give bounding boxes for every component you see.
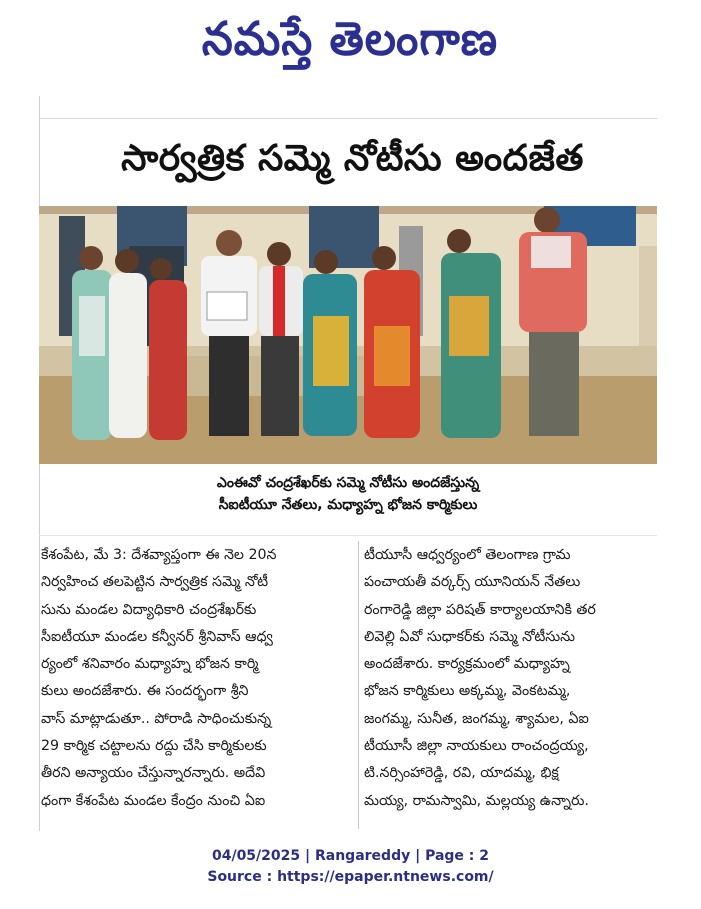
text-line: 29 కార్మిక చట్టాలను రద్దు చేసి కార్మికులకు [41,738,267,755]
caption-line-2: సీఐటీయూ నేతలు, మధ్యాహ్న భోజన కార్మికులు [218,497,478,513]
footer-source-link[interactable]: Source : https://epaper.ntnews.com/ [207,869,494,885]
text-line: టీయూసీ ఆధ్వర్యంలో తెలంగాణ గ్రామ [364,547,571,563]
clipping-top-rule [39,118,657,119]
footer-date-edition: 04/05/2025 | Rangareddy | Page : 2 [211,848,490,864]
text-line: కులు అందజేశారు. ఈ సందర్భంగా శ్రీని [41,683,249,700]
column-divider [358,541,359,829]
text-line: భోజన కార్మికులు అక్కమ్మ, వెంకటమ్మ, [364,683,571,700]
text-line: నిర్వహించ తలపెట్టిన సార్వత్రిక సమ్మె నోటీ [41,574,269,591]
text-line: లివెల్లి ఏవో సుధాకర్‌కు సమ్మె నోటీసును [364,628,576,645]
text-line: టీయూసీ జిల్లా నాయకులు రాంచంద్రయ్య, [364,738,589,755]
page-footer [0,846,701,888]
article-headline: సార్వత్రిక సమ్మె నోటీసు అందజేత [121,138,584,179]
text-line: మయ్య, రామస్వామి, మల్లయ్య ఉన్నారు. [364,792,589,809]
photo-caption [39,472,657,516]
columns-top-rule [39,535,657,536]
text-line: ధంగా కేశంపేట మండల కేంద్రం నుంచి ఏఐ [41,792,266,809]
text-line: టి.నర్సింహారెడ్డి, రవి, యాదమ్మ, భిక్ష [364,765,559,782]
text-line: అందజేశారు. కార్యక్రమంలో మధ్యాహ్న [364,656,570,673]
text-line: జంగమ్మ, సునీత, జంగమ్మ, శ్యామల, ఏఐ [364,710,589,727]
text-line: తీరని అన్యాయం చేస్తున్నారన్నారు. అదేవి [41,765,266,782]
text-line: సును మండల విద్యాధికారి చంద్రశేఖర్‌కు [41,601,257,618]
news-photo [39,206,657,464]
text-line: వాస్ మాట్లాడుతూ.. పోరాడి సాధించుకున్న [41,710,272,727]
text-line: పంచాయతీ వర్కర్స్ యూనియన్ నేతలు [364,574,581,591]
article-column-right [364,542,660,815]
article-column-left [41,542,353,815]
text-line: సీఐటీయూ మండల కన్వీనర్ శ్రీనివాస్ ఆధ్వ [41,628,273,645]
newspaper-masthead: నమస్తే తెలంగాణ [201,12,499,67]
text-line: రంగారెడ్డి జిల్లా పరిషత్ కార్యాలయానికి తర [364,601,596,618]
text-line: కేశంపేట, మే 3: దేశవ్యాప్తంగా ఈ నెల 20న [41,547,277,563]
caption-line-1: ఎంఈవో చంద్రశేఖర్‌కు సమ్మె నోటీసు అందజేస్తున్న [216,475,480,491]
text-line: ర్యంలో శనివారం మధ్యాహ్న భోజన కార్మి [41,656,259,673]
